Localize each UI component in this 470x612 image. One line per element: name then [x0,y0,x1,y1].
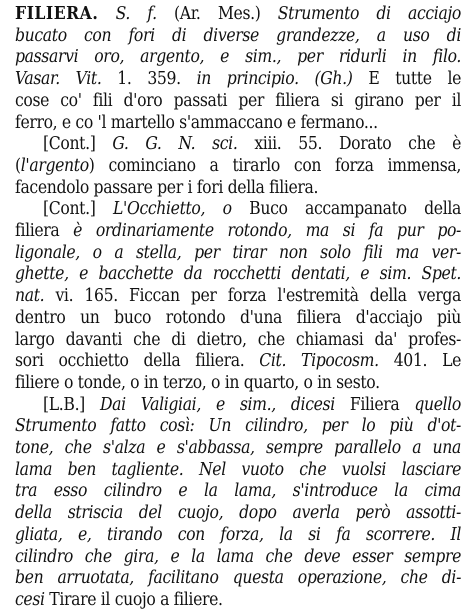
italic-text: l'argento [20,155,89,176]
roman-text: cose co' fili d'oro passati per filiera si girano per il [15,90,461,111]
roman-text: ferro, e co 'l martello s'ammaccano e fermano... [15,112,378,133]
italic-text: tone, che s'alza e s'abbassa, sempre parallelo a una [15,438,461,459]
italic-text: quello [414,394,461,415]
roman-text: ( [15,155,21,176]
text-line [15,568,461,590]
italic-text: gliata, e, tirando con forza, la si fa scorrere. Il [15,524,461,545]
text-line [15,199,461,221]
roman-text: (Ar. Mes.) [156,4,278,24]
roman-text: sori occhietto della filiera. [15,351,260,372]
roman-text: E tutte le [352,69,461,90]
text-line [15,286,461,308]
italic-text: cesi [15,589,45,610]
text-line [15,221,461,243]
text-line [15,525,461,547]
roman-text: xiii. 55. Dorato che è [237,134,461,155]
text-line [15,91,461,113]
text-line [15,373,461,395]
dictionary-entry [15,4,461,612]
entry-paragraph [15,395,461,612]
italic-text: S. f. [115,4,157,24]
text-line [15,178,461,200]
text-line [15,69,461,91]
roman-text: [L.B.] [43,394,100,415]
roman-text: vi. 165. Ficcan per forza l'estremità della verga [44,286,461,307]
italic-text: bucato con fori di diverse grandezze, a uso di [15,25,461,46]
text-line [15,481,461,503]
italic-text: Vasar. Vit. [15,69,102,90]
roman-text: Tirare il cuojo a filiere. [44,589,223,610]
entry-paragraph [15,199,461,394]
italic-text: in principio. (Gh.) [196,69,353,90]
text-line [15,438,461,460]
text-line [15,26,461,48]
roman-text: ) cominciano a tirarlo con forza immensa, [88,155,461,176]
headword: FILIERA. [15,4,99,24]
text-line [15,243,461,265]
text-line [15,547,461,569]
roman-text [98,4,115,24]
text-line [15,264,461,286]
text-line [15,416,461,438]
italic-text: della striscia del cuojo, dopo averla però assotti- [15,503,461,524]
text-line [15,134,461,156]
roman-text: filiera [15,221,74,242]
entry-paragraph [15,134,461,199]
roman-text: 401. Le [378,351,461,372]
italic-text: Cit. Tipocosm. [259,351,379,372]
text-line [15,113,461,135]
text-line [15,395,461,417]
text-line [15,156,461,178]
italic-text: G. G. N. sci. [112,134,238,155]
italic-text: ben arruotata, facilitano questa operazione, che di- [15,568,461,589]
roman-text: [Cont.] [43,199,113,220]
roman-text: 1. 359. [101,69,197,90]
roman-text: filiere o tonde, o in terzo, o in quarto, o in sesto. [15,372,380,393]
roman-text: dentro un buco rotondo d'una filiera d'acciajo più [15,307,461,328]
italic-text: passarvi oro, argento, e sim., per ridurli in filo. [15,47,461,68]
italic-text: Dai Valigiai, e sim., dicesi [99,394,335,415]
text-line [15,460,461,482]
italic-text: ligonale, o a stella, per tirar non solo fili ma ver- [15,242,461,263]
roman-text: facendolo passare per i fori della filiera. [15,177,319,198]
italic-text: lama ben tagliente. Nel vuoto che vuolsi lasciare [15,459,461,480]
italic-text: ghette, e bacchette da rocchetti dentati, e sim. Spet. [15,264,461,285]
entry-paragraph [15,4,461,134]
italic-text: nat. [15,286,45,307]
italic-text: è ordinariamente rotondo, ma si fa pur po- [73,221,461,242]
text-line [15,351,461,373]
text-line [15,330,461,352]
text-line [15,4,461,26]
text-line [15,590,461,612]
text-line [15,503,461,525]
roman-text: [Cont.] [43,134,113,155]
italic-text: Strumento di acciajo [277,4,461,24]
roman-text: largo davanti che di dietro, che chiamasi da' profes- [15,329,461,350]
roman-text: Filiera [334,394,415,415]
italic-text: tra esso cilindro e la lama, s'introduce la cima [15,481,461,502]
italic-text: L'Occhietto, o [112,199,232,220]
italic-text: cilindro che gira, e la lama che deve esser sempre [15,546,461,567]
text-line [15,308,461,330]
text-line [15,47,461,69]
roman-text: Buco accampanato della [231,199,461,220]
italic-text: Strumento fatto così: Un cilindro, per lo più d'ot- [15,416,461,437]
